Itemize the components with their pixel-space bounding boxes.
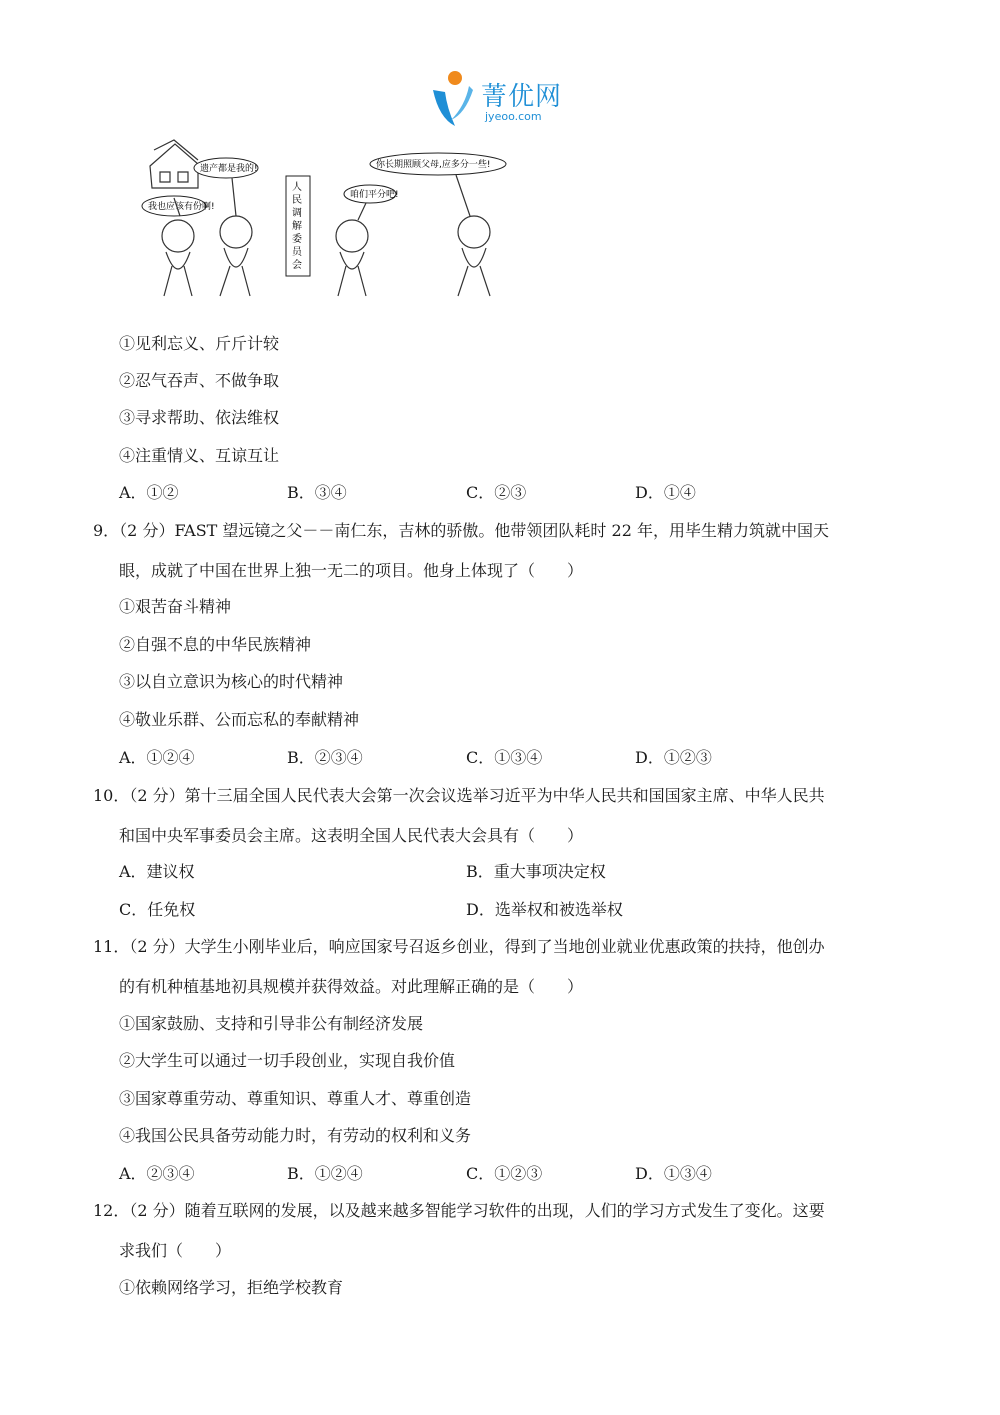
- logo-icon: [425, 68, 481, 132]
- bubble-text-1: 我也应该有份啊!: [148, 202, 215, 212]
- bubble-text-3: 你长期照顾父母,应多分一些!: [376, 160, 491, 170]
- q9-option-d[interactable]: D．①②③: [635, 748, 712, 767]
- q10-stem-line1: 10．（2 分）第十三届全国人民代表大会第一次会议选举习近平为中华人民共和国国家主席、中华人民共: [93, 786, 825, 805]
- svg-text:委: 委: [292, 234, 302, 245]
- q8-option-a[interactable]: A．①②: [119, 483, 179, 502]
- cartoon-illustration: [140, 136, 508, 304]
- q8-item-3: ③寻求帮助、依法维权: [119, 408, 280, 427]
- q11-option-b[interactable]: B．①②④: [287, 1164, 363, 1183]
- q11-item-1: ①国家鼓励、支持和引导非公有制经济发展: [119, 1014, 424, 1033]
- q8-item-4: ④注重情义、互谅互让: [119, 446, 280, 465]
- q9-option-c[interactable]: C．①③④: [466, 748, 543, 767]
- q9-item-1: ①艰苦奋斗精神: [119, 597, 232, 616]
- svg-text:员: 员: [292, 247, 302, 258]
- q11-stem-line2: 的有机种植基地初具规模并获得效益。对此理解正确的是（ ）: [119, 977, 584, 996]
- q9-option-a[interactable]: A．①②④: [119, 748, 195, 767]
- q9-item-4: ④敬业乐群、公而忘私的奉献精神: [119, 710, 360, 729]
- jyeoo-logo: [425, 68, 585, 132]
- q9-stem-line1: 9．（2 分）FAST 望远镜之父－－南仁东，吉林的骄傲。他带领团队耗时 22 年，用毕生精力筑就中国天: [93, 521, 829, 540]
- svg-text:人: 人: [292, 182, 302, 193]
- q11-option-c[interactable]: C．①②③: [466, 1164, 543, 1183]
- q10-option-d[interactable]: D．选举权和被选举权: [466, 900, 623, 919]
- q9-option-b[interactable]: B．②③④: [287, 748, 363, 767]
- q10-option-a[interactable]: A．建议权: [119, 862, 195, 881]
- q8-item-1: ①见利忘义、斤斤计较: [119, 334, 280, 353]
- q11-option-d[interactable]: D．①③④: [635, 1164, 712, 1183]
- q12-stem-line2: 求我们（ ）: [119, 1241, 232, 1260]
- q10-stem-line2: 和国中央军事委员会主席。这表明全国人民代表大会具有（ ）: [119, 826, 584, 845]
- logo-brand: 菁优网: [481, 82, 563, 112]
- svg-text:调: 调: [292, 208, 302, 219]
- bubble-text-4: 咱们平分吧!: [350, 190, 399, 200]
- q12-stem-line1: 12．（2 分）随着互联网的发展，以及越来越多智能学习软件的出现，人们的学习方式发生了变化。这要: [93, 1201, 825, 1220]
- house-drawing: [150, 140, 198, 188]
- svg-text:会: 会: [292, 260, 302, 271]
- q12-item-1: ①依赖网络学习，拒绝学校教育: [119, 1278, 344, 1297]
- q9-item-2: ②自强不息的中华民族精神: [119, 635, 312, 654]
- q9-item-3: ③以自立意识为核心的时代精神: [119, 672, 344, 691]
- q11-item-2: ②大学生可以通过一切手段创业，实现自我价值: [119, 1051, 456, 1070]
- q10-option-b[interactable]: B．重大事项决定权: [466, 862, 606, 881]
- q11-stem-line1: 11．（2 分）大学生小刚毕业后，响应国家号召返乡创业，得到了当地创业就业优惠政策的扶持，他创办: [93, 937, 825, 956]
- svg-text:解: 解: [292, 221, 302, 232]
- bubble-text-2: 遗产都是我的!: [200, 164, 258, 174]
- q8-option-d[interactable]: D．①④: [635, 483, 696, 502]
- q11-option-a[interactable]: A．②③④: [119, 1164, 195, 1183]
- q8-option-b[interactable]: B．③④: [287, 483, 347, 502]
- q11-item-3: ③国家尊重劳动、尊重知识、尊重人才、尊重创造: [119, 1089, 472, 1108]
- logo-site: jyeoo.com: [485, 110, 542, 123]
- q10-option-c[interactable]: C．任免权: [119, 900, 196, 919]
- q8-item-2: ②忍气吞声、不做争取: [119, 371, 280, 390]
- q8-option-c[interactable]: C．②③: [466, 483, 527, 502]
- svg-text:民: 民: [292, 195, 302, 206]
- q9-stem-line2: 眼，成就了中国在世界上独一无二的项目。他身上体现了（ ）: [119, 561, 584, 580]
- person-figures: [162, 175, 490, 296]
- q11-item-4: ④我国公民具备劳动能力时，有劳动的权利和义务: [119, 1126, 472, 1145]
